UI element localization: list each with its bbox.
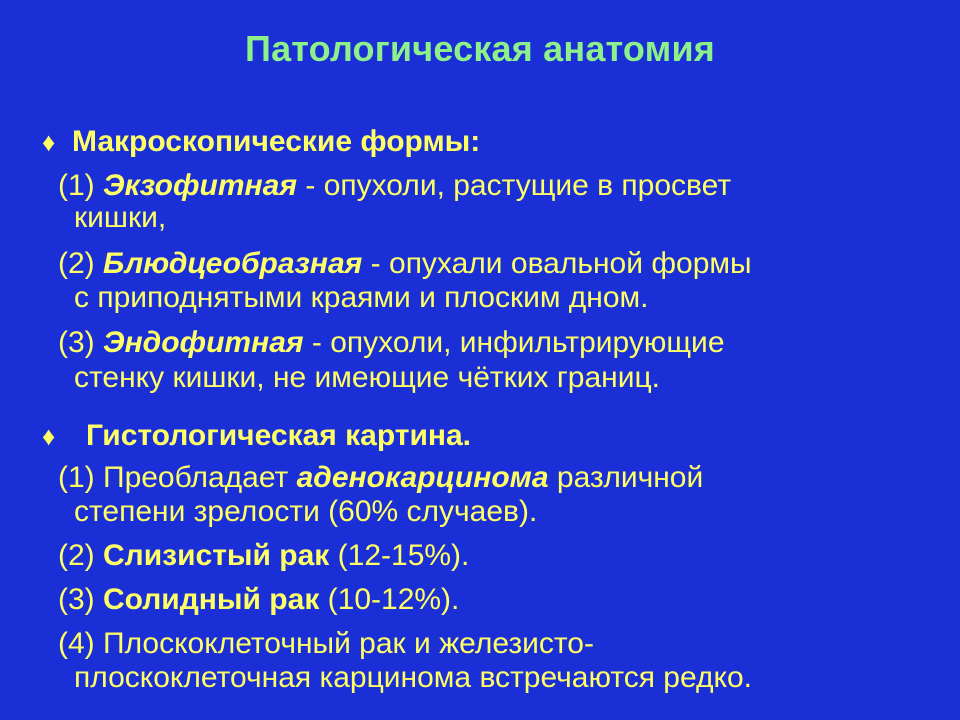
list-item-exophytic: (1) Экзофитная - опухоли, растущие в просвет xyxy=(58,169,732,202)
list-item-endophytic: (3) Эндофитная - опухоли, инфильтрирующие xyxy=(58,326,725,359)
list-item-endophytic-cont: стенку кишки, не имеющие чётких границ. xyxy=(74,361,660,394)
list-item-adenocarcinoma: (1) Преобладает аденокарцинома различной xyxy=(58,461,704,494)
section-heading-macroscopic: ♦ Макроскопические формы: xyxy=(42,125,481,158)
list-item-squamous: (4) Плоскоклеточный рак и железисто- xyxy=(58,627,594,660)
list-item-adenocarcinoma-cont: степени зрелости (60% случаев). xyxy=(74,495,538,528)
section-heading-histological: ♦ Гистологическая картина. xyxy=(42,419,472,452)
list-item-exophytic-cont: кишки, xyxy=(74,201,167,234)
list-item-solid: (3) Солидный рак (10-12%). xyxy=(58,583,460,616)
list-item-squamous-cont: плоскоклеточная карцинома встречаются редко. xyxy=(74,661,753,694)
diamond-bullet-icon: ♦ xyxy=(42,127,56,157)
list-item-saucer-cont: с приподнятыми краями и плоским дном. xyxy=(74,281,649,314)
diamond-bullet-icon: ♦ xyxy=(42,421,56,451)
list-item-mucinous: (2) Слизистый рак (12-15%). xyxy=(58,539,470,572)
slide-title: Патологическая анатомия xyxy=(245,28,715,69)
list-item-saucer: (2) Блюдцеобразная - опухали овальной формы xyxy=(58,247,752,280)
